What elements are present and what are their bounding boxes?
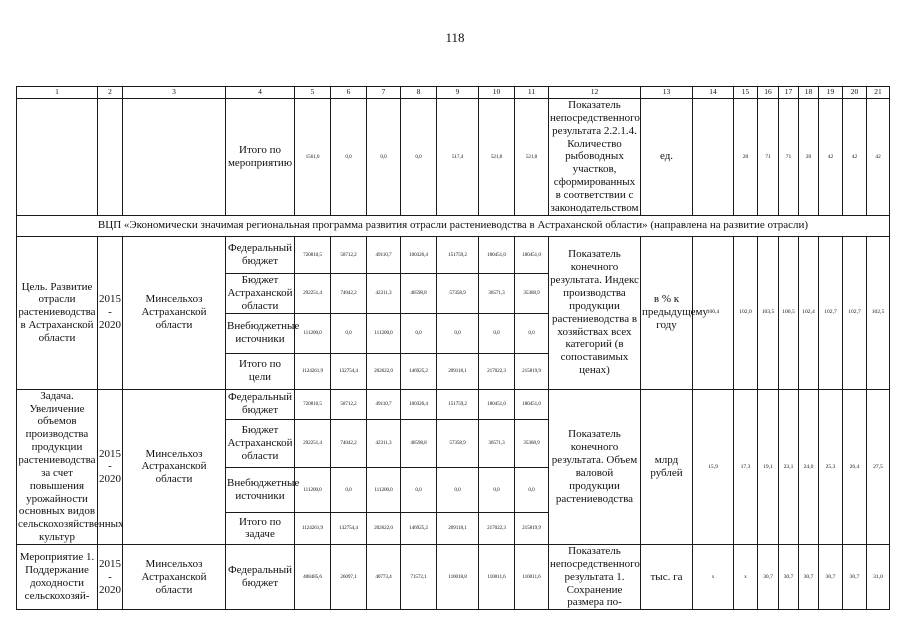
amount-cell: 209118,1 — [437, 512, 479, 544]
amount-cell: 0,0 — [437, 313, 479, 353]
task-name: Задача. Увеличение объемов производства продукции растениеводства за счет повышения урожайности основных видов сельскохозяйственных культур — [18, 389, 124, 544]
amount-cell: 0,0 — [331, 313, 367, 353]
target-cell: 71 — [758, 99, 779, 216]
amount-cell: 71572,1 — [401, 545, 437, 610]
amount-cell: 215819,9 — [515, 512, 549, 544]
amount-cell: 1561,0 — [295, 99, 331, 216]
amount-cell: 0,0 — [479, 313, 515, 353]
source-label: Итого по задаче — [226, 512, 295, 544]
target-cell: 42 — [843, 99, 867, 216]
amount-cell: 132754,4 — [331, 353, 367, 389]
amount-cell: 209118,1 — [437, 353, 479, 389]
amount-cell: 74042,2 — [331, 419, 367, 467]
section-title: ВЦП «Экономически значимая региональная программа развития отрасли растениеводства в Астраханской области» (направлена на развитие отрасли) — [17, 215, 890, 236]
amount-cell: 40773,4 — [367, 545, 401, 610]
amount-cell: 180451,0 — [515, 236, 549, 273]
executor: Минсельхоз Астраханской области — [123, 389, 226, 544]
goal-name: Цель. Развитие отрасли растениеводства в Астраханской области — [17, 236, 98, 389]
column-number: 5 — [295, 87, 331, 99]
amount-cell: 35368,9 — [515, 273, 549, 313]
target-cell: 30,7 — [779, 545, 799, 610]
amount-cell: 151759,2 — [437, 236, 479, 273]
period-start: 2015 — [99, 447, 121, 460]
target-cell: 71 — [779, 99, 799, 216]
target-cell: 102,7 — [819, 236, 843, 389]
amount-cell: 26097,1 — [331, 545, 367, 610]
target-cell: 20 — [799, 99, 819, 216]
target-cell: 103,5 — [758, 236, 779, 389]
target-cell: 42 — [819, 99, 843, 216]
target-cell: 102,4 — [799, 236, 819, 389]
goal-row — [17, 236, 890, 273]
amount-cell: 74042,2 — [331, 273, 367, 313]
target-cell: 100,5 — [779, 236, 799, 389]
amount-cell: 180451,0 — [479, 236, 515, 273]
amount-cell: 57358,9 — [437, 273, 479, 313]
indicator-text: Показатель непосредственного результата 2.2.1.4. Количество рыбоводных участков, сформированных в соответствии с законодательством — [550, 99, 640, 214]
source-label: Бюджет Астраханской области — [227, 273, 293, 312]
unit-text: в % к предыдущему году — [641, 236, 693, 389]
column-number: 7 — [367, 87, 401, 99]
column-number: 12 — [549, 87, 641, 99]
source-label: Федеральный бюджет — [226, 236, 295, 273]
amount-cell: 57358,9 — [437, 419, 479, 467]
column-number: 1 — [17, 87, 98, 99]
amount-cell: 1124261,9 — [295, 512, 331, 544]
column-number: 15 — [734, 87, 758, 99]
amount-cell: 0,0 — [331, 467, 367, 512]
target-cell: 30,7 — [758, 545, 779, 610]
target-cell: 25,3 — [819, 389, 843, 544]
target-cell: 27,5 — [867, 389, 890, 544]
amount-cell: 217022,3 — [479, 353, 515, 389]
source-label: Внебюджетные источники — [226, 467, 295, 512]
column-number: 4 — [226, 87, 295, 99]
amount-cell: 0,0 — [515, 467, 549, 512]
empty-cell — [123, 99, 226, 216]
target-cell: 30,7 — [819, 545, 843, 610]
amount-cell: 100326,4 — [401, 236, 437, 273]
amount-cell: 111200,0 — [295, 313, 331, 353]
target-cell: 24,0 — [799, 389, 819, 544]
source-label: Итого по мероприятию — [226, 99, 295, 216]
column-number: 19 — [819, 87, 843, 99]
amount-cell: 292251,4 — [295, 419, 331, 467]
target-cell: 30,7 — [843, 545, 867, 610]
period-cell — [98, 236, 123, 389]
amount-cell: 215819,9 — [515, 353, 549, 389]
amount-cell: 146925,2 — [401, 353, 437, 389]
amount-cell: 46598,8 — [401, 419, 437, 467]
target-cell: 31,0 — [867, 545, 890, 610]
amount-cell: 49110,7 — [367, 389, 401, 419]
column-number: 8 — [401, 87, 437, 99]
amount-cell: 720810,5 — [295, 389, 331, 419]
amount-cell: 0,0 — [479, 467, 515, 512]
period-end: 2020 — [99, 319, 121, 332]
period-end: 2020 — [99, 473, 121, 486]
target-cell: 20 — [734, 99, 758, 216]
empty-cell — [98, 99, 123, 216]
column-number: 16 — [758, 87, 779, 99]
column-number: 13 — [641, 87, 693, 99]
amount-cell: 110018,8 — [437, 545, 479, 610]
amount-cell: 111200,0 — [367, 313, 401, 353]
program-table — [16, 86, 890, 610]
column-number-row — [17, 87, 890, 99]
column-number: 20 — [843, 87, 867, 99]
amount-cell: 0,0 — [437, 467, 479, 512]
column-number: 3 — [123, 87, 226, 99]
column-number: 10 — [479, 87, 515, 99]
indicator-text: Показатель конечного результата. Индекс производства продукции растениеводства в хозяйствах всех категорий (в сопоставимых ценах) — [549, 236, 641, 389]
task-row — [17, 389, 890, 419]
amount-cell: 58712,2 — [331, 389, 367, 419]
section-row — [17, 215, 890, 236]
target-cell: 30,7 — [799, 545, 819, 610]
target-cell: 102,7 — [843, 236, 867, 389]
target-cell — [693, 99, 734, 216]
period-cell — [98, 545, 123, 610]
amount-cell: 521,8 — [479, 99, 515, 216]
column-number: 14 — [693, 87, 734, 99]
indicator-text: Показатель конечного результата. Объем валовой продукции растениеводства — [549, 389, 641, 544]
executor: Минсельхоз Астраханской области — [123, 545, 226, 610]
amount-cell: 0,0 — [515, 313, 549, 353]
measure-row — [17, 545, 890, 610]
period-dash: - — [108, 306, 112, 319]
target-cell: 102,5 — [867, 236, 890, 389]
amount-cell: 46598,8 — [401, 273, 437, 313]
amount-cell: 111200,0 — [367, 467, 401, 512]
target-cell: 102,0 — [734, 236, 758, 389]
amount-cell: 111200,0 — [295, 467, 331, 512]
amount-cell: 180451,0 — [515, 389, 549, 419]
column-number: 11 — [515, 87, 549, 99]
measure-total-row — [17, 99, 890, 216]
amount-cell: 0,0 — [367, 99, 401, 216]
source-label: Внебюджетные источники — [226, 313, 295, 353]
column-number: 2 — [98, 87, 123, 99]
source-label: Федеральный бюджет — [226, 389, 295, 419]
period-dash: - — [108, 570, 112, 583]
target-cell: 100,4 — [693, 236, 734, 389]
amount-cell: 151759,2 — [437, 389, 479, 419]
amount-cell: 1124261,9 — [295, 353, 331, 389]
target-cell: х — [693, 545, 734, 610]
empty-cell — [17, 99, 98, 216]
source-label: Бюджет Астраханской области — [226, 419, 295, 467]
amount-cell: 42311,3 — [367, 273, 401, 313]
page-number: 118 — [445, 30, 465, 45]
amount-cell: 521,8 — [515, 99, 549, 216]
source-label: Итого по цели — [226, 353, 295, 389]
amount-cell: 146925,2 — [401, 512, 437, 544]
amount-cell: 0,0 — [401, 99, 437, 216]
target-cell: 15,9 — [693, 389, 734, 544]
measure-name: Мероприятие 1. Поддержание доходности сельскохозяй- — [17, 545, 98, 610]
amount-cell: 202622,0 — [367, 512, 401, 544]
period-dash: - — [108, 460, 112, 473]
indicator-text: Показатель непосредственного результата 1. Сохранение размера по- — [550, 545, 640, 609]
amount-cell: 58712,2 — [331, 236, 367, 273]
amount-cell: 720810,5 — [295, 236, 331, 273]
amount-cell: 100326,4 — [401, 389, 437, 419]
amount-cell: 0,0 — [331, 99, 367, 216]
column-number: 9 — [437, 87, 479, 99]
amount-cell: 36571,3 — [479, 273, 515, 313]
amount-cell: 132754,4 — [331, 512, 367, 544]
target-cell: 42 — [867, 99, 890, 216]
column-number: 21 — [867, 87, 890, 99]
target-cell: 26,4 — [843, 389, 867, 544]
amount-cell: 36571,3 — [479, 419, 515, 467]
source-label: Федеральный бюджет — [226, 545, 295, 610]
amount-cell: 35368,9 — [515, 419, 549, 467]
target-cell: х — [734, 545, 758, 610]
executor: Минсельхоз Астраханской области — [123, 236, 226, 389]
target-cell: 17,3 — [734, 389, 758, 544]
amount-cell: 408485,6 — [295, 545, 331, 610]
amount-cell: 180451,0 — [479, 389, 515, 419]
amount-cell: 0,0 — [401, 467, 437, 512]
column-number: 17 — [779, 87, 799, 99]
unit-text: ед. — [641, 99, 693, 216]
target-cell: 19,1 — [758, 389, 779, 544]
amount-cell: 0,0 — [401, 313, 437, 353]
amount-cell: 217022,3 — [479, 512, 515, 544]
amount-cell: 49110,7 — [367, 236, 401, 273]
amount-cell: 517,4 — [437, 99, 479, 216]
period-end: 2020 — [99, 583, 121, 596]
amount-cell: 110011,6 — [479, 545, 515, 610]
amount-cell: 202622,0 — [367, 353, 401, 389]
column-number: 6 — [331, 87, 367, 99]
column-number: 18 — [799, 87, 819, 99]
amount-cell: 110011,6 — [515, 545, 549, 610]
period-start: 2015 — [99, 557, 121, 570]
amount-cell: 42311,3 — [367, 419, 401, 467]
unit-text: тыс. га — [641, 545, 693, 610]
unit-text: млрд рублей — [641, 389, 693, 544]
amount-cell: 292251,4 — [295, 273, 331, 313]
period-start: 2015 — [99, 293, 121, 306]
target-cell: 23,1 — [779, 389, 799, 544]
